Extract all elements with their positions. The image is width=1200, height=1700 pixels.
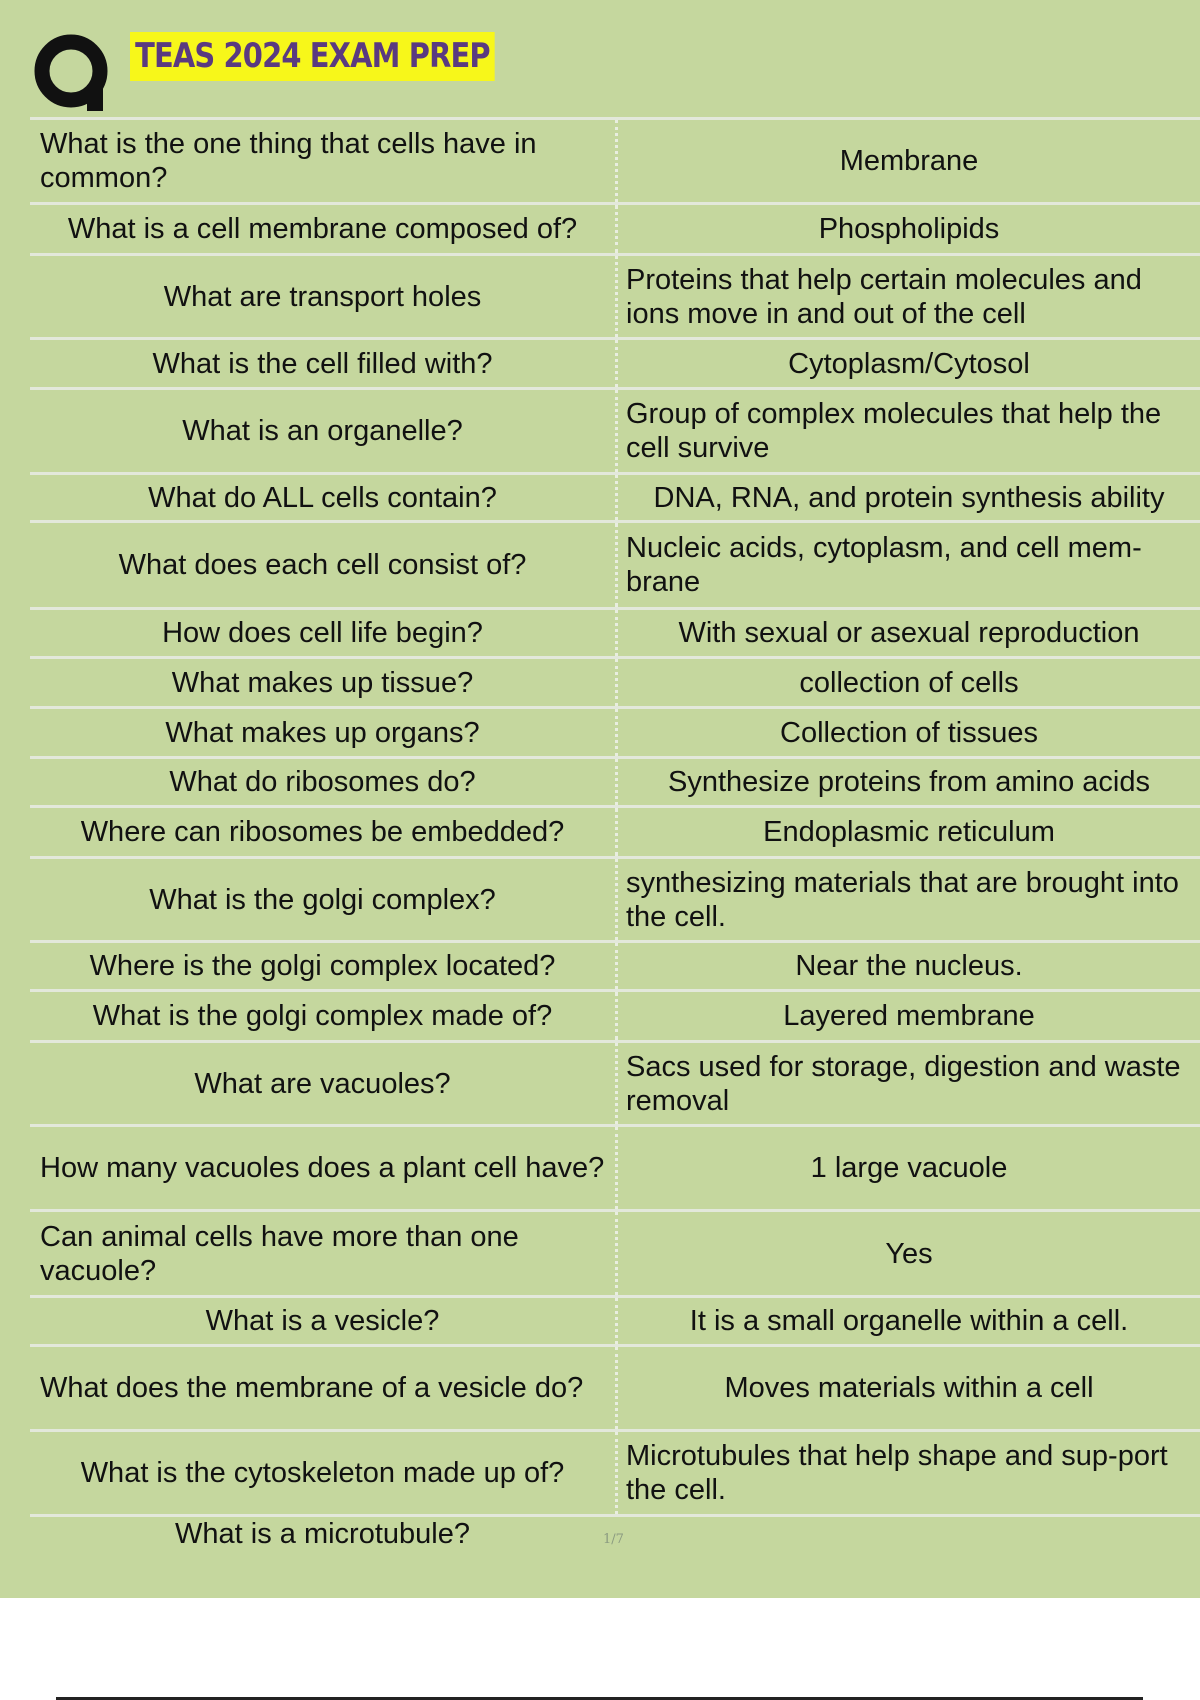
- answer-cell: Near the nucleus.: [615, 943, 1200, 989]
- document-title: TEAS 2024 EXAM PREP: [130, 32, 495, 81]
- question-cell: What makes up organs?: [165, 716, 480, 749]
- table-row: [30, 989, 1200, 1040]
- table-row: [30, 805, 1200, 856]
- table-row: [30, 1040, 1200, 1124]
- question-cell: What makes up tissue?: [171, 666, 474, 699]
- answer-cell: Phospholipids: [615, 205, 1200, 253]
- question-cell: What is the cytoskeleton made up of?: [80, 1457, 565, 1489]
- table-row: [30, 1124, 1200, 1209]
- q-logo-icon: [33, 33, 113, 113]
- table-row: [30, 656, 1200, 706]
- answer-cell: synthesizing materials that are brought into the cell.: [615, 859, 1200, 940]
- answer-cell: Microtubules that help shape and sup-port the cell.: [615, 1432, 1200, 1514]
- question-cell: What is the one thing that cells have in common?: [40, 128, 537, 194]
- answer-cell: Group of complex molecules that help the cell survive: [615, 390, 1200, 472]
- answer-cell: Cytoplasm/Cytosol: [615, 340, 1200, 387]
- answer-cell: Endoplasmic reticulum: [615, 808, 1200, 856]
- table-row: [30, 1209, 1200, 1295]
- question-cell: What are transport holes: [163, 280, 482, 313]
- answer-cell: Synthesize proteins from amino acids: [615, 759, 1200, 805]
- question-cell: What is a microtubule?: [175, 1518, 470, 1550]
- question-cell: What is an organelle?: [182, 415, 463, 447]
- question-cell: Can animal cells have more than one vacuole?: [40, 1220, 519, 1287]
- question-cell: What are vacuoles?: [194, 1067, 451, 1100]
- question-cell: How does cell life begin?: [162, 617, 483, 649]
- answer-cell: Moves materials within a cell: [615, 1347, 1200, 1429]
- answer-cell: Proteins that help certain molecules and ions move in and out of the cell: [615, 256, 1200, 337]
- table-row: [30, 337, 1200, 387]
- answer-cell: Membrane: [615, 120, 1200, 202]
- answer-cell: It is a small organelle within a cell.: [615, 1298, 1200, 1344]
- answer-cell: 1 large vacuole: [615, 1127, 1200, 1209]
- question-cell: What is the golgi complex?: [149, 883, 496, 916]
- table-row: [30, 1429, 1200, 1514]
- answer-cell: With sexual or asexual reproduction: [615, 610, 1200, 656]
- question-cell: How many vacuoles does a plant cell have?: [40, 1152, 605, 1184]
- answer-cell: [615, 1517, 1200, 1555]
- table-row: [30, 1295, 1200, 1344]
- answer-cell: Layered membrane: [615, 992, 1200, 1040]
- table-row: [30, 202, 1200, 253]
- question-cell: What do ALL cells contain?: [148, 481, 497, 514]
- table-row: [30, 387, 1200, 472]
- table-row: [30, 472, 1200, 520]
- table-row: [30, 706, 1200, 756]
- table-row: [30, 1344, 1200, 1429]
- question-cell: What does each cell consist of?: [118, 549, 527, 581]
- question-cell: What is the cell filled with?: [152, 347, 493, 380]
- page-indicator: 1/7: [603, 1532, 624, 1547]
- answer-cell: Nucleic acids, cytoplasm, and cell mem-brane: [615, 523, 1200, 607]
- question-cell: What is a cell membrane composed of?: [67, 213, 578, 245]
- question-cell: Where can ribosomes be embedded?: [80, 816, 565, 848]
- table-row: [30, 856, 1200, 940]
- question-cell: What is a vesicle?: [205, 1305, 440, 1337]
- table-row: [30, 756, 1200, 805]
- question-cell: What do ribosomes do?: [169, 766, 476, 798]
- answer-cell: DNA, RNA, and protein synthesis ability: [615, 475, 1200, 520]
- question-cell: What does the membrane of a vesicle do?: [40, 1372, 584, 1404]
- table-row: [30, 940, 1200, 989]
- answer-cell: Sacs used for storage, digestion and waste removal: [615, 1043, 1200, 1124]
- answer-cell: Yes: [615, 1212, 1200, 1295]
- answer-cell: collection of cells: [615, 659, 1200, 706]
- table-row: [30, 607, 1200, 656]
- table-row: [30, 117, 1200, 202]
- table-row: [30, 520, 1200, 607]
- question-cell: What is the golgi complex made of?: [92, 1000, 553, 1032]
- table-row: [30, 253, 1200, 337]
- answer-cell: Collection of tissues: [615, 709, 1200, 756]
- question-cell: Where is the golgi complex located?: [89, 950, 556, 982]
